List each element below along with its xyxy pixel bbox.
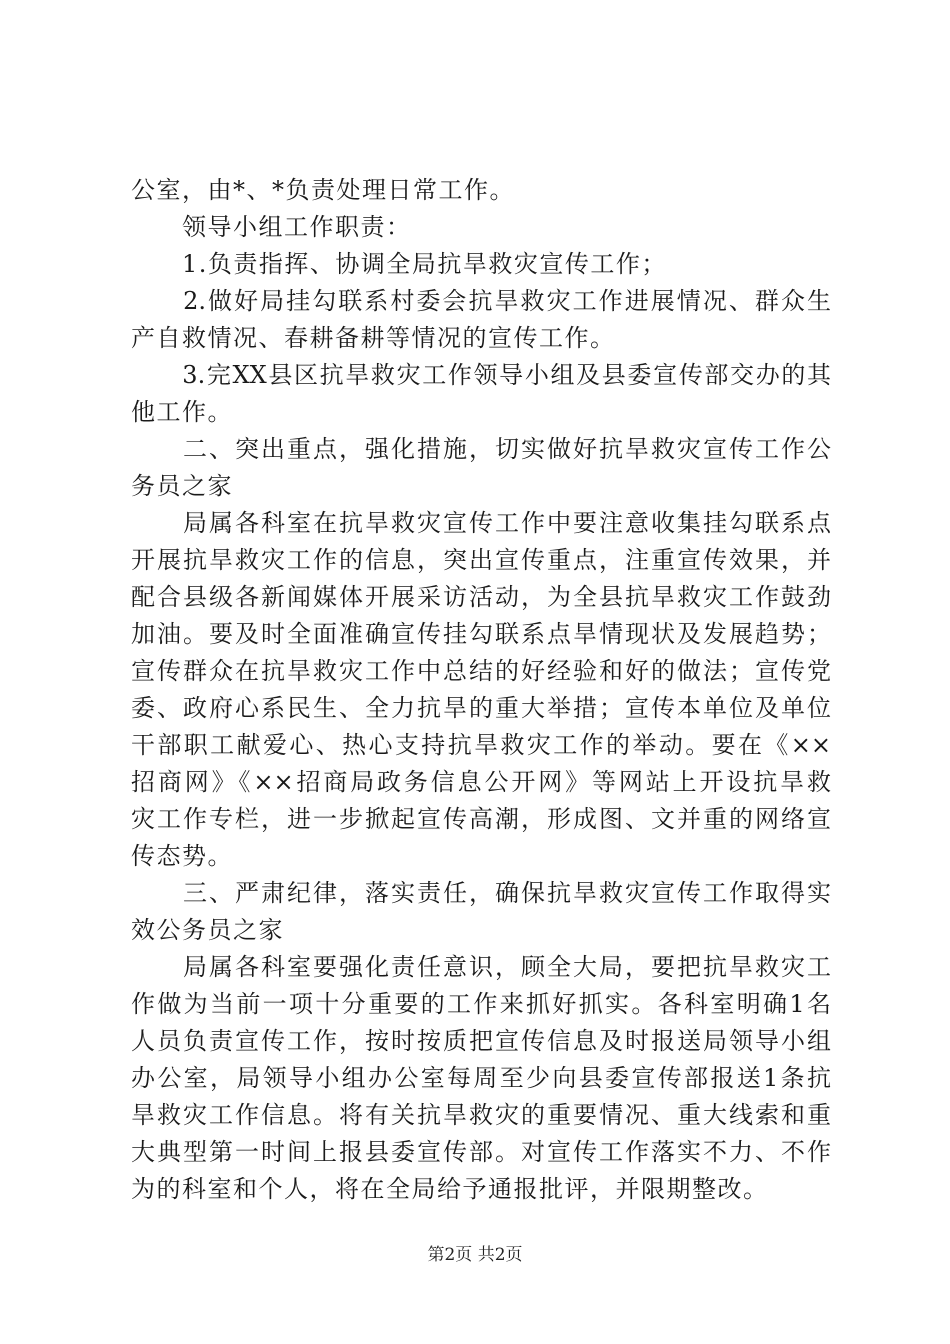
text-line: 二、突出重点，强化措施，切实做好抗旱救灾宣传工作公 bbox=[131, 435, 831, 463]
text-line: 务员之家 bbox=[131, 472, 233, 500]
text-line: 三、严肃纪律，落实责任，确保抗旱救灾宣传工作取得实 bbox=[131, 879, 831, 907]
text-line: 作做为当前一项十分重要的工作来抓好抓实。各科室明确1名 bbox=[131, 990, 831, 1018]
page-footer: 第2页 共2页 bbox=[427, 1245, 523, 1265]
text-line: 为的科室和个人，将在全局给予通报批评，并限期整改。 bbox=[131, 1175, 769, 1203]
text-line: 招商网》《××招商局政务信息公开网》等网站上开设抗旱救 bbox=[131, 768, 831, 796]
text-line: 领导小组工作职责： bbox=[131, 213, 412, 241]
text-line: 传态势。 bbox=[131, 842, 233, 870]
text-line: 局属各科室要强化责任意识，顾全大局，要把抗旱救灾工 bbox=[131, 953, 831, 981]
text-line: 配合县级各新闻媒体开展采访活动，为全县抗旱救灾工作鼓劲 bbox=[131, 583, 831, 611]
text-line: 大典型第一时间上报县委宣传部。对宣传工作落实不力、不作 bbox=[131, 1138, 831, 1166]
text-line: 他工作。 bbox=[131, 398, 233, 426]
text-line: 开展抗旱救灾工作的信息，突出宣传重点，注重宣传效果，并 bbox=[131, 546, 831, 574]
text-line: 2.做好局挂勾联系村委会抗旱救灾工作进展情况、群众生 bbox=[131, 287, 831, 315]
text-line: 旱救灾工作信息。将有关抗旱救灾的重要情况、重大线索和重 bbox=[131, 1101, 831, 1129]
text-line: 效公务员之家 bbox=[131, 916, 284, 944]
document-body bbox=[131, 172, 831, 1208]
text-line: 干部职工献爱心、热心支持抗旱救灾工作的举动。要在《×× bbox=[131, 731, 831, 759]
text-line: 1.负责指挥、协调全局抗旱救灾宣传工作； bbox=[131, 250, 667, 278]
text-line: 公室，由*、*负责处理日常工作。 bbox=[131, 176, 515, 204]
text-line: 灾工作专栏，进一步掀起宣传高潮，形成图、文并重的网络宣 bbox=[131, 805, 831, 833]
text-line: 3.完XX县区抗旱救灾工作领导小组及县委宣传部交办的其 bbox=[131, 361, 831, 389]
text-line: 宣传群众在抗旱救灾工作中总结的好经验和好的做法；宣传党 bbox=[131, 657, 831, 685]
text-line: 加油。要及时全面准确宣传挂勾联系点旱情现状及发展趋势； bbox=[131, 620, 831, 648]
text-line: 委、政府心系民生、全力抗旱的重大举措；宣传本单位及单位 bbox=[131, 694, 831, 722]
text-line: 产自救情况、春耕备耕等情况的宣传工作。 bbox=[131, 324, 616, 352]
text-line: 人员负责宣传工作，按时按质把宣传信息及时报送局领导小组 bbox=[131, 1027, 831, 1055]
text-line: 办公室，局领导小组办公室每周至少向县委宣传部报送1条抗 bbox=[131, 1064, 831, 1092]
text-line: 局属各科室在抗旱救灾宣传工作中要注意收集挂勾联系点 bbox=[131, 509, 831, 537]
